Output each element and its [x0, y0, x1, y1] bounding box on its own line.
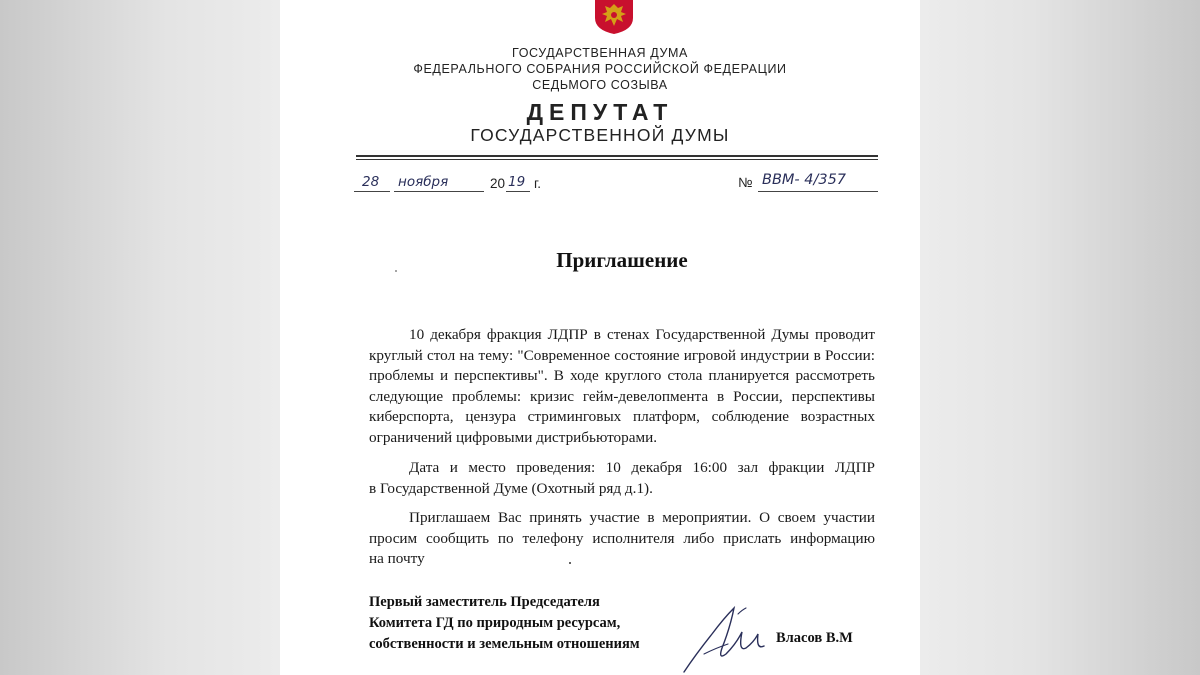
header-rule-thick: [356, 155, 878, 157]
paragraph-line: проблемы и перспективы". В ходе круглого стола планируется рассмотреть: [369, 367, 875, 384]
signatory-title-line: Комитета ГД по природным ресурсам,: [369, 614, 621, 631]
paragraph-line: просим сообщить по телефону исполнителя либо прислать информацию: [369, 529, 875, 547]
date-year-mark: г.: [534, 176, 542, 191]
signatory-title-line: Первый заместитель Председателя: [369, 594, 600, 610]
paragraph-line: круглый стол на тему: "Современное состояние игровой индустрии в России:: [369, 346, 875, 364]
coat-of-arms-icon: [591, 0, 637, 34]
date-year-prefix: 20: [490, 176, 506, 191]
header-federal-assembly: ФЕДЕРАЛЬНОГО СОБРАНИЯ РОССИЙСКОЙ ФЕДЕРАЦИИ: [413, 62, 787, 76]
background-right: [920, 0, 1200, 675]
signatory-name: Власов В.М: [776, 630, 853, 646]
number-underline: [758, 191, 878, 192]
date-year-suffix: 19: [508, 174, 526, 190]
paragraph-line: Дата и место проведения: 10 декабря 16:00 зал фракции ЛДПР: [409, 459, 875, 476]
header-duma: ГОСУДАРСТВЕННОЙ ДУМЫ: [470, 125, 730, 145]
paragraph-line: в Государственной Думе (Охотный ряд д.1).: [369, 479, 653, 497]
date-month: ноября: [398, 174, 449, 190]
date-year-underline: [506, 191, 530, 192]
letter-page: [280, 0, 920, 675]
header-rule-thin: [356, 159, 878, 160]
date-day: 28: [362, 174, 380, 190]
paragraph-invitation: [369, 508, 875, 570]
paragraph-line: киберспорта, цензура стриминговых платформ, соблюдение возрастных: [369, 408, 875, 425]
document-number: ВВМ- 4/357: [762, 172, 847, 188]
paragraph-line: 10 декабря фракция ЛДПР в стенах Государственной Думы проводит: [409, 326, 875, 343]
number-sign: №: [738, 175, 753, 190]
paragraph-line: следующие проблемы: кризис гейм-девелопмента в России, перспективы: [369, 387, 875, 405]
header-convocation: СЕДЬМОГО СОЗЫВА: [532, 78, 668, 92]
signatory-title-line: собственности и земельным отношениям: [369, 635, 640, 652]
paragraph-date-place: [369, 458, 875, 499]
paragraph-line: ограничений цифровыми дистрибьюторами.: [369, 428, 658, 446]
header-state-duma: ГОСУДАРСТВЕННАЯ ДУМА: [512, 46, 688, 60]
paragraph-round-table: [369, 325, 875, 448]
email-period: [569, 562, 571, 564]
letter-title: Приглашение: [556, 248, 688, 272]
signatory-title: [369, 592, 640, 654]
header-deputat: ДЕПУТАТ: [526, 99, 674, 125]
paragraph-line: на почту: [369, 550, 425, 567]
date-month-underline: [394, 191, 484, 192]
background-left: [0, 0, 280, 675]
date-day-underline: [354, 191, 390, 192]
paragraph-line: Приглашаем Вас принять участие в мероприятии. О своем участии: [409, 509, 875, 526]
